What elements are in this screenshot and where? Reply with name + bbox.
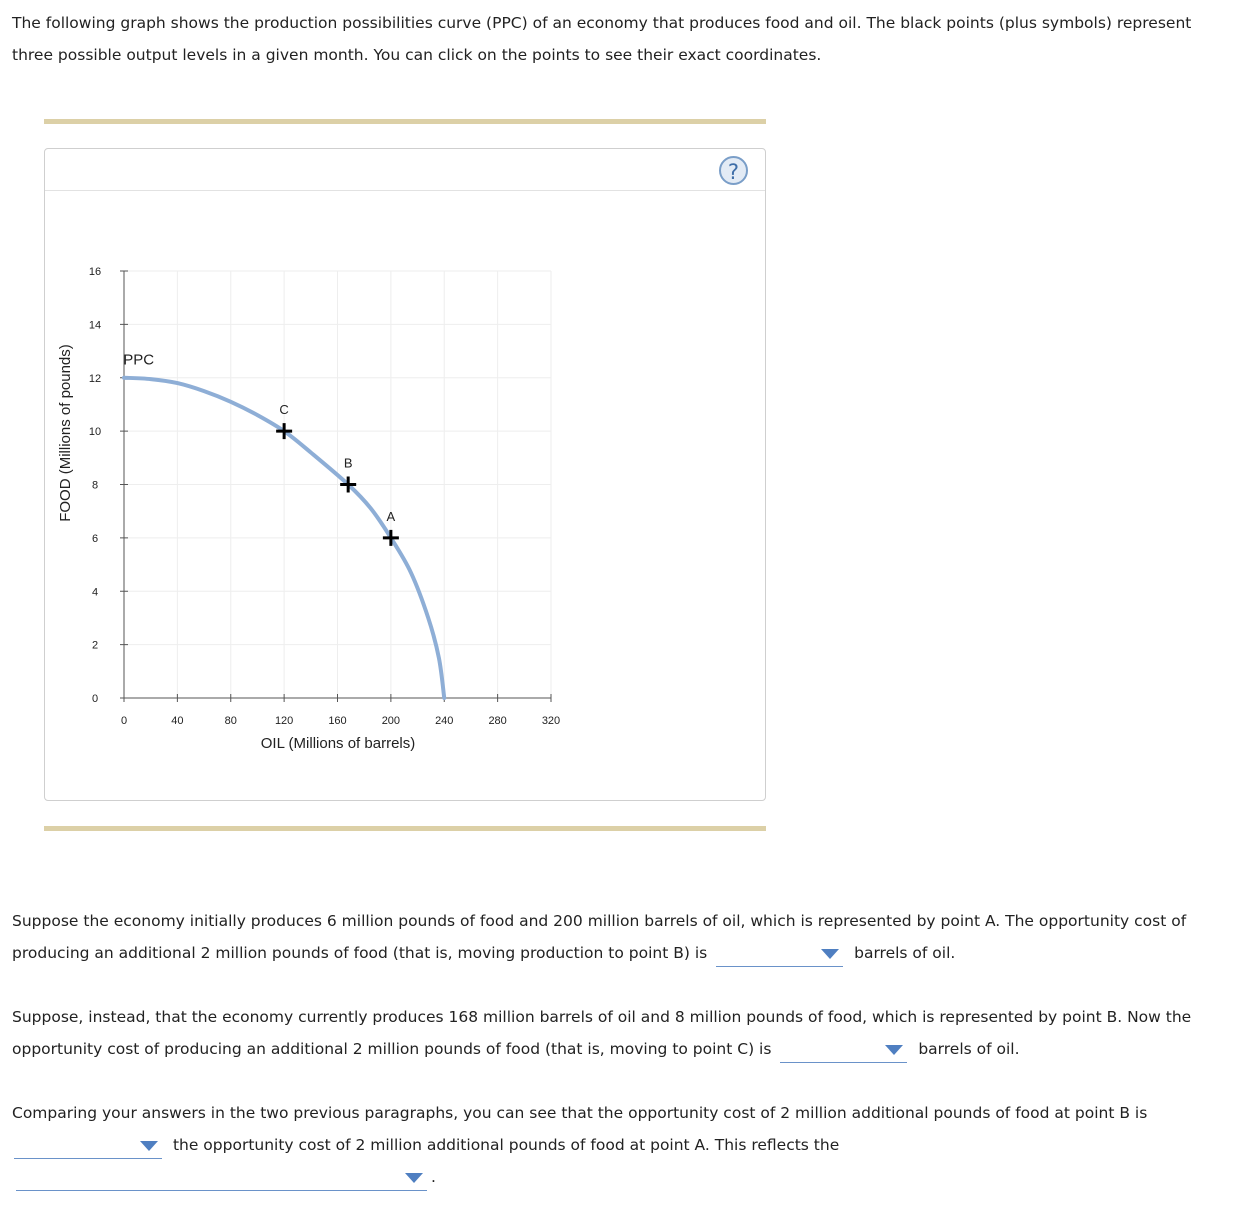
axis-layer — [89, 266, 560, 727]
q2-unit: barrels of oil. — [918, 1040, 1020, 1058]
y-tick-label: 8 — [91, 479, 99, 492]
y-tick-label: 0 — [91, 693, 99, 705]
q1-unit: barrels of oil. — [854, 944, 956, 962]
x-axis-label: OIL (Millions of barrels) — [260, 735, 416, 752]
q1-answer-dropdown[interactable] — [716, 940, 843, 967]
help-icon[interactable]: ? — [719, 156, 748, 185]
y-tick-label: 10 — [88, 426, 102, 439]
series-label: PPC — [123, 351, 155, 369]
q1-text: Suppose the economy initially produces 6 million pounds of food and 200 million barrels of oil, which is represented by point A. The opportunity cost of producing an additional 2 million pounds of food (that is, moving production to point B) is — [12, 912, 1187, 962]
x-tick-label: 280 — [488, 715, 507, 727]
x-tick-label: 160 — [328, 715, 347, 727]
intro-text: The following graph shows the production possibilities curve (PPC) of an economy that produces food and oil. The black points (plus symbols) represent three possible output levels in a given month. You can click on the points to see their exact coordinates. — [12, 14, 1192, 64]
x-tick-label: 200 — [381, 715, 401, 727]
y-tick-label: 16 — [88, 266, 102, 278]
x-tick-label: 320 — [541, 715, 561, 727]
chevron-down-icon — [405, 1173, 423, 1183]
y-axis-label: FOOD (Millions of pounds) — [57, 344, 74, 522]
y-tick-label: 14 — [88, 319, 102, 332]
x-tick-label: 240 — [435, 715, 454, 727]
question-2 — [12, 1001, 1237, 1065]
question-1 — [12, 905, 1237, 969]
chevron-down-icon — [140, 1141, 158, 1151]
y-tick-label: 2 — [91, 639, 99, 652]
point-label: C — [279, 402, 289, 418]
x-tick-label: 0 — [120, 715, 128, 727]
y-tick-label: 6 — [91, 532, 99, 545]
x-tick-label: 80 — [224, 715, 237, 727]
y-tick-label: 12 — [88, 372, 102, 385]
q2-text: Suppose, instead, that the economy currently produces 168 million barrels of oil and 8 million pounds of food, which is represented by point B. Now the opportunity cost of producing an additional 2 million pounds of food (that is, moving to point C) is — [12, 1008, 1192, 1058]
point-label: A — [386, 508, 396, 524]
q3-text: Comparing your answers in the two previous paragraphs, you can see that the opportunity cost of 2 million additional pounds of food at point B is — [12, 1104, 1148, 1122]
x-tick-label: 120 — [274, 715, 294, 727]
q3-period: . — [431, 1168, 436, 1186]
ppc-chart — [45, 149, 765, 800]
q3-comparison-dropdown[interactable] — [14, 1132, 162, 1159]
question-3 — [12, 1097, 1237, 1193]
point-b[interactable] — [340, 456, 356, 493]
q3-middle-text: the opportunity cost of 2 million additional pounds of food at point A. This reflects the — [172, 1136, 840, 1154]
q2-answer-dropdown[interactable] — [780, 1036, 907, 1063]
grid-layer — [124, 271, 551, 698]
graph-panel — [44, 148, 766, 801]
top-separator — [44, 119, 766, 124]
chevron-down-icon — [821, 949, 839, 959]
chevron-down-icon — [885, 1045, 903, 1055]
point-label: B — [343, 455, 353, 471]
y-tick-label: 4 — [91, 586, 99, 599]
q3-reason-dropdown[interactable] — [16, 1164, 427, 1191]
bottom-separator — [44, 826, 766, 831]
x-tick-label: 40 — [171, 715, 184, 727]
